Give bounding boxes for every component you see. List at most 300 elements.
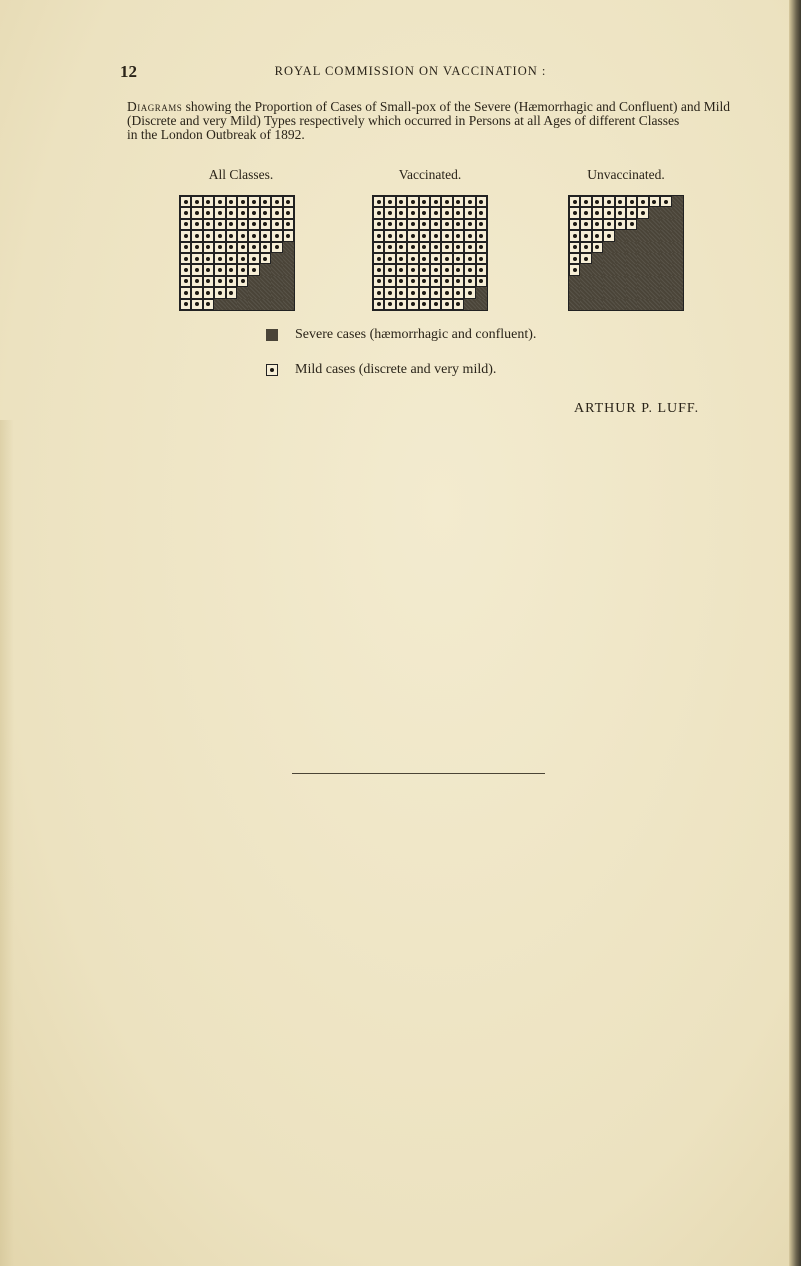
- dot-icon: [229, 257, 233, 261]
- dot-icon: [399, 279, 403, 283]
- mild-case-cell: [373, 264, 384, 275]
- mild-case-cell: [271, 242, 282, 253]
- dot-icon: [388, 211, 392, 215]
- legend-mild-label: Mild cases (discrete and very mild).: [295, 362, 497, 377]
- mild-case-cell: [214, 207, 225, 218]
- dot-icon: [195, 279, 199, 283]
- mild-case-cell: [384, 253, 395, 264]
- mild-case-cell: [580, 253, 591, 264]
- signature: ARTHUR P. LUFF.: [574, 401, 700, 416]
- dot-icon: [573, 234, 577, 238]
- dot-icon: [184, 234, 188, 238]
- mild-case-cell: [569, 230, 580, 241]
- severe-case-cell: [672, 276, 683, 287]
- mild-case-cell: [407, 196, 418, 207]
- dot-icon: [377, 302, 381, 306]
- mild-case-cell: [441, 287, 452, 298]
- mild-case-cell: [569, 253, 580, 264]
- mild-case-cell: [226, 219, 237, 230]
- mild-case-cell: [191, 253, 202, 264]
- severe-case-cell: [283, 264, 294, 275]
- mild-case-cell: [407, 253, 418, 264]
- severe-case-cell: [626, 299, 637, 310]
- mild-case-cell: [407, 230, 418, 241]
- mild-case-cell: [180, 207, 191, 218]
- severe-case-cell: [637, 276, 648, 287]
- mild-case-cell: [441, 299, 452, 310]
- mild-case-cell: [260, 230, 271, 241]
- dot-icon: [468, 279, 472, 283]
- dot-icon: [399, 222, 403, 226]
- dot-icon: [411, 279, 415, 283]
- mild-case-cell: [180, 299, 191, 310]
- dot-icon: [388, 222, 392, 226]
- mild-case-cell: [248, 242, 259, 253]
- severe-case-cell: [660, 207, 671, 218]
- diagram-title-unvaccinated: Unvaccinated.: [587, 167, 665, 182]
- diagram-title-all-classes: All Classes.: [208, 167, 274, 182]
- dot-icon: [275, 200, 279, 204]
- mild-case-cell: [419, 276, 430, 287]
- mild-case-cell: [476, 276, 487, 287]
- severe-case-cell: [569, 299, 580, 310]
- mild-case-cell: [226, 287, 237, 298]
- dot-icon: [195, 257, 199, 261]
- dot-icon: [252, 268, 256, 272]
- mild-case-cell: [203, 196, 214, 207]
- dot-icon: [434, 268, 438, 272]
- mild-case-cell: [419, 242, 430, 253]
- dot-icon: [388, 268, 392, 272]
- dot-icon: [573, 268, 577, 272]
- mild-case-cell: [180, 253, 191, 264]
- mild-case-cell: [191, 299, 202, 310]
- mild-case-cell: [373, 230, 384, 241]
- severe-case-cell: [615, 253, 626, 264]
- dot-icon: [263, 200, 267, 204]
- mild-case-cell: [203, 207, 214, 218]
- mild-case-cell: [464, 276, 475, 287]
- dot-icon: [252, 245, 256, 249]
- mild-case-cell: [384, 207, 395, 218]
- severe-case-cell: [476, 299, 487, 310]
- dot-icon: [388, 279, 392, 283]
- dot-icon: [252, 200, 256, 204]
- mild-case-cell: [373, 253, 384, 264]
- diagram-title-vaccinated: Vaccinated.: [398, 167, 462, 182]
- dot-icon: [241, 268, 245, 272]
- caption-line-3: in the London Outbreak of 1892.: [127, 127, 305, 142]
- mild-case-cell: [214, 219, 225, 230]
- mild-case-cell: [373, 287, 384, 298]
- dot-icon: [456, 234, 460, 238]
- dot-icon: [377, 245, 381, 249]
- severe-case-cell: [660, 230, 671, 241]
- dot-icon: [422, 245, 426, 249]
- mild-case-cell: [464, 207, 475, 218]
- severe-case-cell: [649, 276, 660, 287]
- severe-case-cell: [672, 264, 683, 275]
- dot-icon: [411, 291, 415, 295]
- mild-case-cell: [407, 276, 418, 287]
- severe-case-cell: [660, 287, 671, 298]
- dot-icon: [411, 211, 415, 215]
- severe-case-cell: [283, 276, 294, 287]
- severe-case-cell: [637, 230, 648, 241]
- severe-case-cell: [672, 196, 683, 207]
- dot-icon: [252, 222, 256, 226]
- dot-icon: [218, 268, 222, 272]
- mild-case-cell: [419, 230, 430, 241]
- severe-case-cell: [660, 264, 671, 275]
- dot-icon: [479, 211, 483, 215]
- dot-icon: [607, 211, 611, 215]
- mild-case-cell: [191, 276, 202, 287]
- severe-case-cell: [603, 299, 614, 310]
- mild-case-cell: [373, 299, 384, 310]
- mild-case-cell: [396, 207, 407, 218]
- grid-vaccinated: [372, 195, 488, 311]
- dot-icon: [479, 222, 483, 226]
- dot-icon: [445, 222, 449, 226]
- dot-icon: [445, 245, 449, 249]
- mild-case-cell: [214, 287, 225, 298]
- dot-icon: [584, 234, 588, 238]
- dot-icon: [456, 245, 460, 249]
- mild-case-cell: [637, 196, 648, 207]
- mild-case-cell: [441, 196, 452, 207]
- mild-case-cell: [580, 207, 591, 218]
- severe-case-cell: [660, 276, 671, 287]
- mild-case-cell: [203, 276, 214, 287]
- mild-case-cell: [180, 287, 191, 298]
- mild-case-cell: [191, 207, 202, 218]
- mild-case-cell: [441, 207, 452, 218]
- severe-case-cell: [672, 207, 683, 218]
- mild-case-cell: [453, 219, 464, 230]
- mild-case-cell: [226, 253, 237, 264]
- dot-icon: [241, 257, 245, 261]
- mild-case-cell: [260, 253, 271, 264]
- mild-case-cell: [384, 242, 395, 253]
- dot-icon: [664, 200, 668, 204]
- dot-icon: [422, 222, 426, 226]
- severe-case-cell: [637, 264, 648, 275]
- dot-icon: [229, 200, 233, 204]
- dot-icon: [286, 211, 290, 215]
- mild-case-cell: [649, 196, 660, 207]
- dot-icon: [573, 222, 577, 226]
- severe-case-cell: [637, 219, 648, 230]
- mild-case-cell: [373, 242, 384, 253]
- dot-icon: [584, 257, 588, 261]
- mild-case-cell: [248, 230, 259, 241]
- severe-case-cell: [580, 276, 591, 287]
- caption-lead: Diagrams: [127, 99, 183, 114]
- dot-icon: [206, 222, 210, 226]
- mild-case-cell: [430, 276, 441, 287]
- mild-case-cell: [419, 264, 430, 275]
- dot-icon: [388, 257, 392, 261]
- mild-case-cell: [441, 242, 452, 253]
- dot-icon: [584, 211, 588, 215]
- dot-icon: [377, 279, 381, 283]
- dot-icon: [411, 245, 415, 249]
- severe-case-cell: [283, 287, 294, 298]
- mild-case-cell: [407, 207, 418, 218]
- dot-icon: [195, 245, 199, 249]
- mild-case-cell: [214, 264, 225, 275]
- mild-case-cell: [191, 264, 202, 275]
- mild-case-cell: [430, 230, 441, 241]
- dot-icon: [399, 211, 403, 215]
- dot-icon: [411, 200, 415, 204]
- severe-case-cell: [649, 264, 660, 275]
- mild-case-cell: [626, 219, 637, 230]
- severe-case-cell: [580, 264, 591, 275]
- severe-case-cell: [260, 287, 271, 298]
- dot-icon: [630, 222, 634, 226]
- mild-case-cell: [203, 242, 214, 253]
- dot-icon: [618, 211, 622, 215]
- dot-icon: [445, 234, 449, 238]
- mild-case-cell: [191, 196, 202, 207]
- mild-case-cell: [476, 196, 487, 207]
- dot-icon: [630, 200, 634, 204]
- severe-case-cell: [626, 264, 637, 275]
- severe-case-cell: [603, 242, 614, 253]
- severe-case-cell: [569, 276, 580, 287]
- mild-case-cell: [384, 276, 395, 287]
- caption-line-1: [127, 100, 767, 114]
- mild-case-cell: [476, 253, 487, 264]
- dot-icon: [618, 222, 622, 226]
- dot-icon: [399, 200, 403, 204]
- severe-case-cell: [672, 219, 683, 230]
- mild-case-cell: [453, 287, 464, 298]
- mild-case-cell: [603, 230, 614, 241]
- mild-case-cell: [226, 196, 237, 207]
- dot-icon: [445, 211, 449, 215]
- dot-icon: [595, 234, 599, 238]
- dot-icon: [275, 245, 279, 249]
- mild-case-cell: [580, 196, 591, 207]
- severe-case-cell: [672, 287, 683, 298]
- dot-icon: [434, 257, 438, 261]
- mild-case-cell: [214, 242, 225, 253]
- mild-case-cell: [180, 230, 191, 241]
- dot-icon: [184, 222, 188, 226]
- mild-case-cell: [592, 230, 603, 241]
- mild-case-cell: [430, 253, 441, 264]
- dot-icon: [422, 268, 426, 272]
- mild-case-cell: [464, 219, 475, 230]
- mild-case-cell: [464, 287, 475, 298]
- dot-icon: [456, 291, 460, 295]
- dot-icon: [641, 200, 645, 204]
- mild-case-cell: [430, 207, 441, 218]
- mild-case-cell: [592, 242, 603, 253]
- dot-icon: [229, 222, 233, 226]
- dot-icon: [286, 234, 290, 238]
- mild-case-cell: [603, 219, 614, 230]
- dot-icon: [652, 200, 656, 204]
- dot-icon: [206, 279, 210, 283]
- dot-icon: [422, 211, 426, 215]
- mild-case-cell: [580, 230, 591, 241]
- mild-swatch-icon: [266, 364, 278, 376]
- severe-case-cell: [214, 299, 225, 310]
- dot-icon: [411, 302, 415, 306]
- grid-all-classes: [179, 195, 295, 311]
- dot-icon: [445, 302, 449, 306]
- dot-icon: [434, 302, 438, 306]
- page-edge-shadow: [789, 0, 801, 1266]
- dot-icon: [184, 268, 188, 272]
- dot-icon: [399, 268, 403, 272]
- mild-case-cell: [260, 242, 271, 253]
- mild-case-cell: [615, 196, 626, 207]
- mild-case-cell: [373, 196, 384, 207]
- severe-case-cell: [672, 230, 683, 241]
- dot-icon: [195, 268, 199, 272]
- mild-case-cell: [226, 264, 237, 275]
- dot-icon: [218, 200, 222, 204]
- mild-case-cell: [592, 219, 603, 230]
- mild-case-cell: [226, 230, 237, 241]
- dot-icon: [218, 211, 222, 215]
- mild-case-cell: [430, 287, 441, 298]
- dot-icon: [468, 211, 472, 215]
- dot-icon: [422, 257, 426, 261]
- severe-case-cell: [615, 287, 626, 298]
- severe-case-cell: [476, 287, 487, 298]
- dot-icon: [388, 302, 392, 306]
- dot-icon: [584, 200, 588, 204]
- severe-case-cell: [248, 287, 259, 298]
- dot-icon: [218, 257, 222, 261]
- dot-icon: [263, 222, 267, 226]
- mild-case-cell: [419, 253, 430, 264]
- dot-icon: [377, 222, 381, 226]
- mild-case-cell: [283, 219, 294, 230]
- severe-case-cell: [271, 287, 282, 298]
- mild-case-cell: [453, 276, 464, 287]
- mild-case-cell: [453, 264, 464, 275]
- severe-case-cell: [603, 264, 614, 275]
- mild-case-cell: [615, 219, 626, 230]
- mild-case-cell: [384, 230, 395, 241]
- dot-icon: [184, 302, 188, 306]
- severe-case-cell: [283, 242, 294, 253]
- dot-icon: [218, 291, 222, 295]
- dot-icon: [434, 211, 438, 215]
- dot-icon: [456, 268, 460, 272]
- mild-case-cell: [626, 207, 637, 218]
- dot-icon: [206, 268, 210, 272]
- mild-case-cell: [271, 219, 282, 230]
- mild-case-cell: [464, 230, 475, 241]
- severe-case-cell: [592, 264, 603, 275]
- running-head: ROYAL COMMISSION ON VACCINATION :: [274, 64, 547, 78]
- dot-icon: [641, 211, 645, 215]
- severe-case-cell: [260, 276, 271, 287]
- severe-case-cell: [592, 299, 603, 310]
- mild-case-cell: [407, 242, 418, 253]
- dot-icon: [607, 234, 611, 238]
- mild-case-cell: [430, 299, 441, 310]
- dot-icon: [241, 245, 245, 249]
- mild-case-cell: [226, 242, 237, 253]
- mild-case-cell: [407, 219, 418, 230]
- mild-case-cell: [384, 299, 395, 310]
- dot-icon: [445, 257, 449, 261]
- mild-case-cell: [248, 219, 259, 230]
- dot-icon: [275, 234, 279, 238]
- mild-case-cell: [180, 219, 191, 230]
- mild-case-cell: [260, 207, 271, 218]
- dot-icon: [229, 268, 233, 272]
- dot-icon: [422, 200, 426, 204]
- mild-case-cell: [407, 287, 418, 298]
- severe-case-cell: [271, 299, 282, 310]
- mild-case-cell: [260, 219, 271, 230]
- severe-case-cell: [260, 264, 271, 275]
- caption-text-1: showing the Proportion of Cases of Small-pox of the Severe (Hæmorrhagic and Confluent) and Mild: [185, 99, 731, 114]
- severe-case-cell: [248, 276, 259, 287]
- dot-icon: [206, 245, 210, 249]
- mild-case-cell: [203, 287, 214, 298]
- dot-icon: [399, 302, 403, 306]
- mild-case-cell: [569, 196, 580, 207]
- severe-case-cell: [672, 299, 683, 310]
- dot-icon: [468, 222, 472, 226]
- severe-case-cell: [637, 242, 648, 253]
- severe-case-cell: [271, 276, 282, 287]
- dot-icon: [388, 291, 392, 295]
- dot-icon: [479, 257, 483, 261]
- dot-icon: [388, 245, 392, 249]
- dot-icon: [241, 279, 245, 283]
- mild-case-cell: [237, 242, 248, 253]
- mild-case-cell: [248, 253, 259, 264]
- dot-icon: [456, 200, 460, 204]
- severe-case-cell: [649, 253, 660, 264]
- mild-case-cell: [569, 207, 580, 218]
- mild-case-cell: [569, 264, 580, 275]
- dot-icon: [434, 245, 438, 249]
- dot-icon: [573, 211, 577, 215]
- mild-case-cell: [396, 287, 407, 298]
- mild-case-cell: [384, 264, 395, 275]
- dot-icon: [584, 222, 588, 226]
- mild-case-cell: [464, 253, 475, 264]
- mild-case-cell: [476, 242, 487, 253]
- mild-case-cell: [453, 207, 464, 218]
- dot-icon: [595, 211, 599, 215]
- mild-case-cell: [373, 219, 384, 230]
- mild-case-cell: [419, 299, 430, 310]
- mild-case-cell: [191, 242, 202, 253]
- diagram-caption: [127, 100, 767, 142]
- page-number: 12: [120, 62, 137, 81]
- mild-case-cell: [237, 264, 248, 275]
- severe-case-cell: [226, 299, 237, 310]
- severe-case-cell: [260, 299, 271, 310]
- mild-case-cell: [430, 219, 441, 230]
- severe-case-cell: [637, 299, 648, 310]
- mild-case-cell: [407, 264, 418, 275]
